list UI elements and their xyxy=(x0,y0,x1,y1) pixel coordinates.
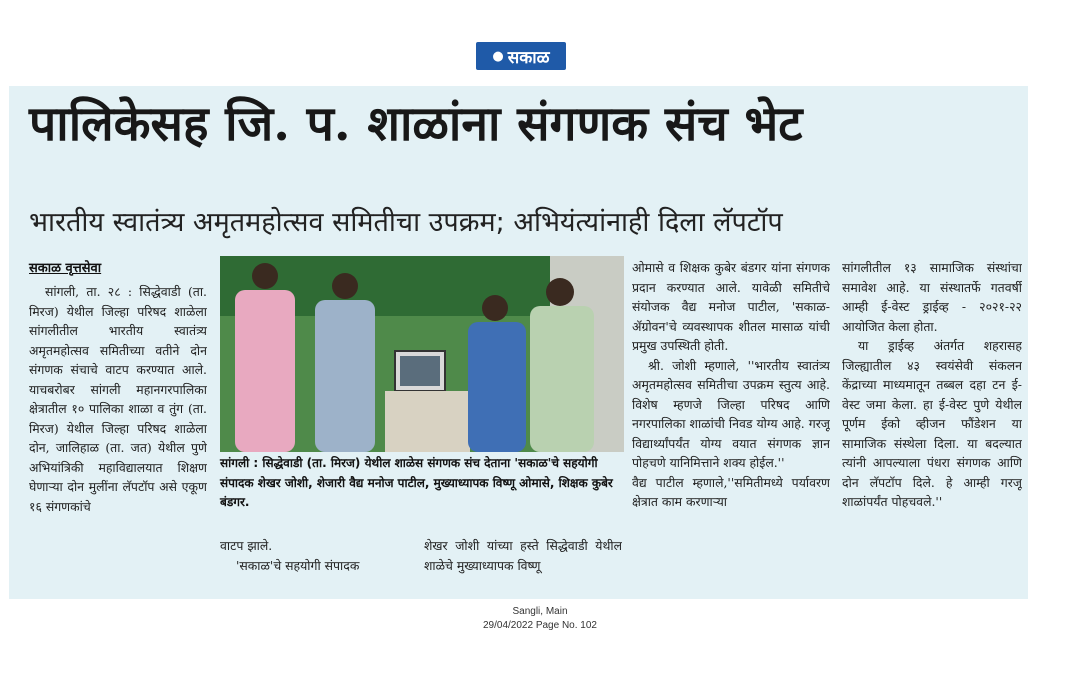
article-column-3 xyxy=(424,536,622,596)
edition-label: Sangli, Main xyxy=(512,606,568,617)
news-photo xyxy=(220,256,624,452)
paragraph: सांगली, ता. २८ : सिद्धेवाडी (ता. मिरज) येथील जिल्हा परिषद शाळेला सांगलीतील भारतीय स्वातंत्र्य अमृतमहोत्सव समितीच्या वतीने दोन संगणक संचाचे वाटप करण्यात आले. याचबरोबर सांगली महानगरपालिका क्षेत्रातील १० पालिका शाळा व तुंग (ता. मिरज) येथील जिल्हा परिषद शाळेला दोन, जालिहाळ (ता. जत) येथील पुणे अभियांत्रिकी महाविद्यालयात शिक्षण घेणाऱ्या दोन मुलींना लॅपटॉप असे एकूण १६ संगणकांचे xyxy=(29,284,207,514)
headline: पालिकेसह जि. प. शाळांना संगणक संच भेट xyxy=(29,96,803,152)
subheadline: भारतीय स्वातंत्र्य अमृतमहोत्सव समितीचा उपक्रम; अभियंत्यांनाही दिला लॅपटॉप xyxy=(29,207,783,238)
article-column-4 xyxy=(632,258,830,592)
paragraph: सांगलीतील १३ सामाजिक संस्थांचा समावेश आहे. या संस्थातर्फे गतवर्षी आम्ही ई-वेस्ट ड्राईव्ह - २०२१-२२ आयोजित केला होता. xyxy=(842,260,1022,334)
photo-caption: सांगली : सिद्धेवाडी (ता. मिरज) येथील शाळेस संगणक संच देताना 'सकाळ'चे सहयोगी संपादक शेखर जोशी, शेजारी वैद्य मनोज पाटील, मुख्याध्यापक विष्णू ओमासे, शिक्षक कुबेर बंडगर. xyxy=(220,456,613,509)
byline: सकाळ वृत्तसेवा xyxy=(29,261,102,276)
paragraph: ओमासे व शिक्षक कुबेर बंडगर यांना संगणक प्रदान करण्यात आले. यावेळी समितीचे संयोजक वैद्य मनोज पाटील, 'सकाळ-ॲग्रोवन'चे व्यवस्थापक शीतल मासाळ यांची प्रमुख उपस्थिती होती. xyxy=(632,260,830,353)
paragraph: वाटप झाले. xyxy=(220,538,273,553)
article-column-1 xyxy=(29,282,207,592)
photo-illustration xyxy=(220,256,624,452)
news-clipping xyxy=(9,86,1028,599)
paragraph: 'सकाळ'चे सहयोगी संपादक xyxy=(236,557,360,573)
paragraph: वैद्य पाटील म्हणाले,''समितीमध्ये पर्यावरण क्षेत्रात काम करणाऱ्या xyxy=(632,474,830,509)
article-column-5 xyxy=(842,258,1022,592)
paragraph: शेखर जोशी यांच्या हस्ते सिद्धेवाडी येथील शाळेचे मुख्याध्यापक विष्णू xyxy=(424,538,622,573)
sakal-logo xyxy=(476,42,566,70)
masthead-name: सकाळ xyxy=(507,47,550,68)
paragraph: श्री. जोशी म्हणाले, ''भारतीय स्वातंत्र्य अमृतमहोत्सव समितीचा उपक्रम स्तुत्य आहे. विशेष म्हणजे जिल्हा परिषद आणि नगरपालिका शाळांची निवड योग्य आहे. गरजू विद्यार्थ्यांपर्यंत योग्य वयात संगणक ज्ञान पोहचणे यानिमित्ताने शक्य होईल.'' xyxy=(632,357,830,470)
article-column-2 xyxy=(220,536,417,596)
paragraph: या ड्राईव्ह अंतर्गत शहरासह जिल्ह्यातील ४३ स्वयंसेवी संकलन केंद्राच्या माध्यमातून तब्बल दहा टन ई-वेस्ट जमा केला. हा ई-वेस्ट पुणे येथील पूर्णम ईको व्हीजन फौंडेशन या सामाजिक संस्थेला दिला. या बदल्यात त्यांनी आपल्याला पंधरा संगणक आणि दोन लॅपटॉप दिले. हे आम्ही गरजू शाळांपर्यंत पोहचवले.'' xyxy=(842,338,1022,509)
date-page-label: 29/04/2022 Page No. 102 xyxy=(483,620,597,631)
sakal-emblem-icon: ● xyxy=(492,48,504,64)
